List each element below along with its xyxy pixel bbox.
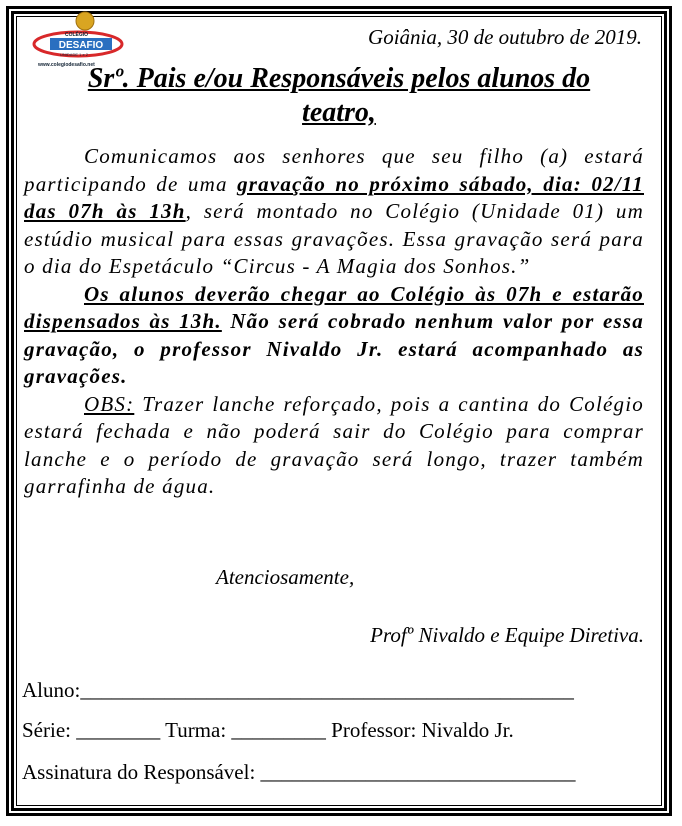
letter-body — [24, 143, 644, 501]
salutation: Atenciosamente, — [216, 565, 355, 589]
p3-text: Trazer lanche reforçado, pois a cantina do Colégio estará fechada e não poderá sair do Colégio para comprar lanche e o período de gravação será longo, trazer também garrafinha de água. — [24, 391, 644, 498]
p2-text: Não será cobrado nenhum valor por essa gravação, o professor Nivaldo Jr. estará acompanhado as gravações. — [24, 309, 644, 388]
p1-highlight: gravação no próximo sábado, dia: 02/11 das 07h às 13h — [24, 171, 644, 223]
serie-turma-professor-field: Série: ________ Turma: _________ Professor: Nivaldo Jr. — [22, 718, 514, 742]
assinatura-field: Assinatura do Responsável: ______________________________ — [22, 760, 576, 784]
p1-text: Comunicamos aos senhores que seu filho (a) estará participando de uma — [24, 144, 644, 196]
letter-date: Goiânia, 30 de outubro de 2019. — [368, 25, 642, 49]
svg-text:DESAFIO: DESAFIO — [58, 40, 104, 51]
title-line-2: teatro, — [302, 97, 376, 128]
svg-text:UNIDADE 1 e 2: UNIDADE 1 e 2 — [60, 52, 89, 57]
obs-label: OBS: — [84, 391, 135, 416]
title-line-1: Srº. Pais e/ou Responsáveis pelos alunos do — [87, 63, 591, 94]
paragraph-1 — [24, 143, 644, 281]
p1-text-end: , será montado no Colégio (Unidade 01) um estúdio musical para essas gravações. Essa gravação será para o dia do Espetáculo “Circus - A Magia dos Sonhos.” — [24, 199, 644, 278]
school-logo — [30, 10, 130, 68]
paragraph-3 — [24, 391, 644, 501]
letter-title — [24, 62, 654, 130]
aluno-field: Aluno:_______________________________________________ — [22, 678, 574, 702]
svg-text:COLÉGIO: COLÉGIO — [65, 32, 89, 38]
svg-text:www.colegiodesafio.net: www.colegiodesafio.net — [38, 62, 95, 68]
paragraph-2 — [24, 281, 644, 391]
signature: Profº Nivaldo e Equipe Diretiva. — [370, 623, 644, 647]
p2-highlight: Os alunos deverão chegar ao Colégio às 07h e estarão dispensados às 13h. — [24, 281, 644, 333]
